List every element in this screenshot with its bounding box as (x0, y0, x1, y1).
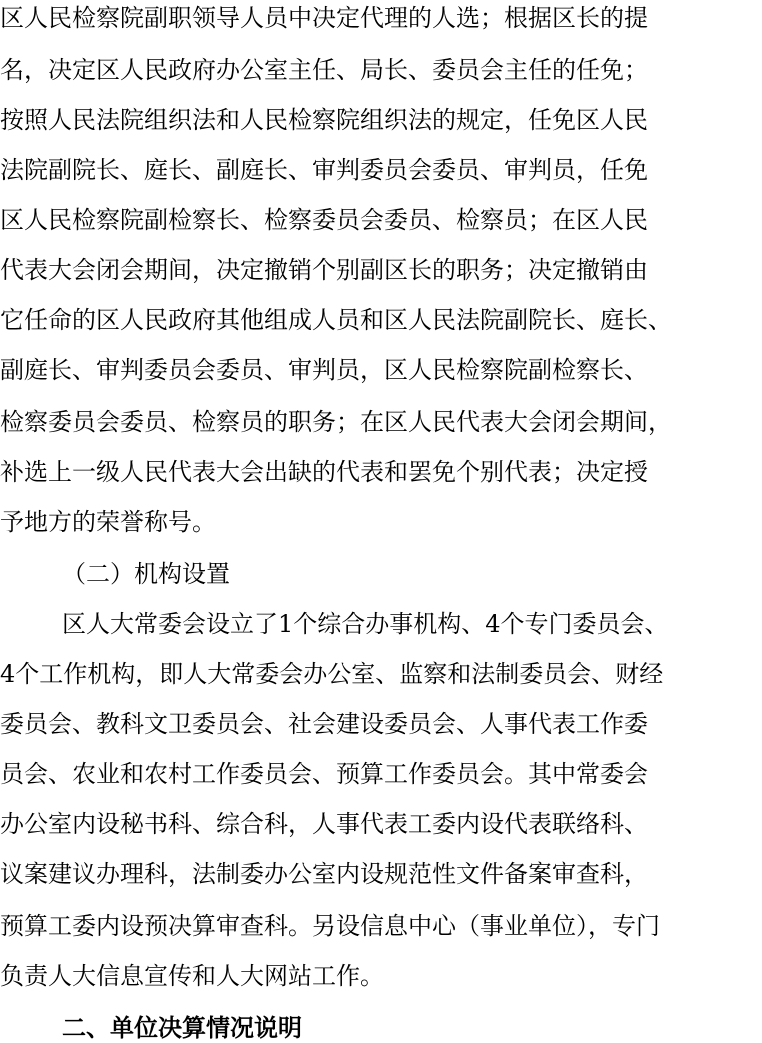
paragraph-line: 按照人民法院组织法和人民检察院组织法的规定，任免区人民 (0, 106, 648, 134)
paragraph-line: 代表大会闭会期间，决定撤销个别副区长的职务；决定撤销由 (0, 256, 648, 284)
paragraph-line: 予地方的荣誉称号。 (0, 508, 216, 536)
paragraph-line: 负责人大信息宣传和人大网站工作。 (0, 962, 384, 990)
paragraph-line: 员会、农业和农村工作委员会、预算工作委员会。其中常委会 (0, 760, 648, 788)
paragraph-line: 法院副院长、庭长、副庭长、审判委员会委员、审判员，任免 (0, 156, 648, 184)
paragraph-line: 4个工作机构，即人大常委会办公室、监察和法制委员会、财经 (0, 660, 664, 688)
section-heading: （二）机构设置 (62, 560, 230, 588)
paragraph-line: 补选上一级人民代表大会出缺的代表和罢免个别代表；决定授 (0, 458, 648, 486)
paragraph-line: 区人民检察院副职领导人员中决定代理的人选；根据区长的提 (0, 4, 648, 32)
main-heading: 二、单位决算情况说明 (62, 1013, 302, 1042)
paragraph-line: 它任命的区人民政府其他组成人员和区人民法院副院长、庭长、 (0, 306, 672, 334)
paragraph-line: 委员会、教科文卫委员会、社会建设委员会、人事代表工作委 (0, 710, 648, 738)
paragraph-line: 检察委员会委员、检察员的职务；在区人民代表大会闭会期间， (0, 408, 672, 436)
paragraph-line: 副庭长、审判委员会委员、审判员，区人民检察院副检察长、 (0, 356, 648, 384)
paragraph-line: 预算工委内设预决算审查科。另设信息中心（事业单位），专门 (0, 912, 660, 940)
paragraph-line: 区人大常委会设立了1个综合办事机构、4个专门委员会、 (62, 610, 669, 638)
paragraph-line: 区人民检察院副检察长、检察委员会委员、检察员；在区人民 (0, 206, 648, 234)
paragraph-line: 办公室内设秘书科、综合科，人事代表工委内设代表联络科、 (0, 810, 648, 838)
paragraph-line: 议案建议办理科，法制委办公室内设规范性文件备案审查科， (0, 860, 648, 888)
paragraph-line: 名，决定区人民政府办公室主任、局长、委员会主任的任免； (0, 56, 648, 84)
